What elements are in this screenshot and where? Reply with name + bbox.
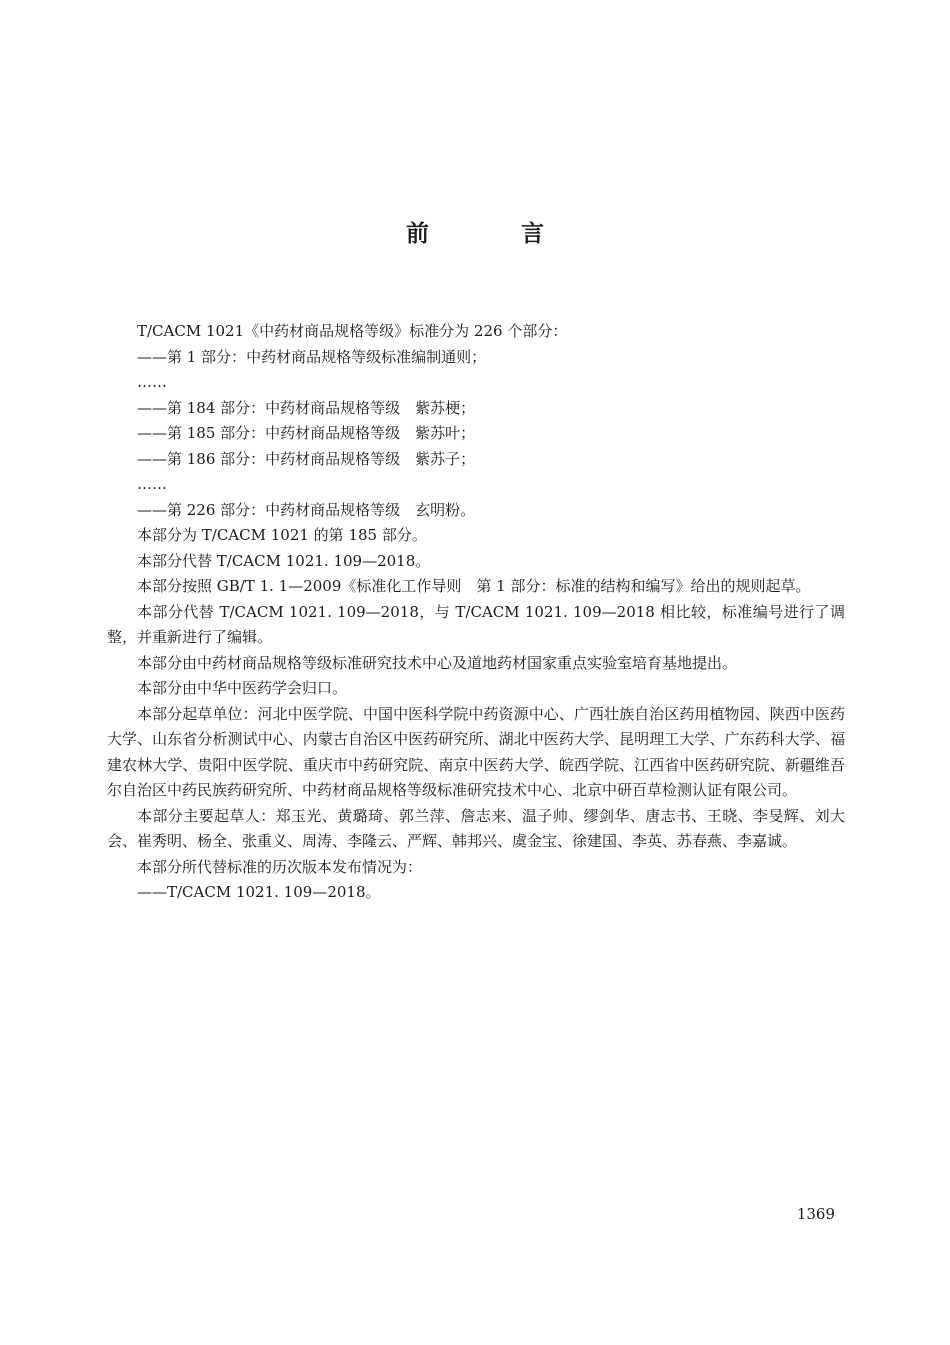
paragraph-replaces: 本部分代替 T/CACM 1021. 109—2018。 [137, 551, 431, 570]
paragraph-changes: 本部分代替 T/CACM 1021. 109—2018，与 T/CACM 1021. 109—2018 相比较，标准编号进行了调整，并重新进行了编辑。 [107, 602, 845, 646]
list-item-part-185: ——第 185 部分：中药材商品规格等级 紫苏叶； [137, 424, 476, 442]
list-item-part-186: ——第 186 部分：中药材商品规格等级 紫苏子； [137, 449, 476, 468]
list-item-part-184: ——第 184 部分：中药材商品规格等级 紫苏梗； [137, 398, 476, 417]
page-title: 前 言 [405, 221, 586, 247]
paragraph-drafting-rules: 本部分按照 GB/T 1. 1—2009《标准化工作导则 第 1 部分：标准的结构和编写》给出的规则起草。 [137, 577, 811, 595]
list-item-previous-version: ——T/CACM 1021. 109—2018。 [137, 883, 381, 901]
paragraph-part-number: 本部分为 T/CACM 1021 的第 185 部分。 [137, 526, 427, 544]
page-number: 1369 [796, 1205, 835, 1223]
paragraph-under-jurisdiction: 本部分由中华中医药学会归口。 [137, 679, 348, 697]
paragraph-parts-intro: T/CACM 1021《中药材商品规格等级》标准分为 226 个部分： [137, 322, 568, 340]
paragraph-proposed-by: 本部分由中药材商品规格等级标准研究技术中心及道地药材国家重点实验室培育基地提出。 [137, 653, 738, 672]
list-item-part-1: ——第 1 部分：中药材商品规格等级标准编制通则； [137, 347, 487, 366]
list-ellipsis: …… [137, 373, 167, 391]
list-ellipsis: …… [137, 475, 167, 493]
paragraph-drafting-units: 本部分起草单位：河北中医学院、中国中医科学院中药资源中心、广西壮族自治区药用植物园、陕西中医药大学、山东省分析测试中心、内蒙古自治区中医药研究所、湖北中医药大学、昆明理工大学、广东药科大学、福建农林大学、贵阳中医学院、重庆市中药研究院、南京中医药大学、皖西学院、江西省中医药研究院、新疆维吾尔自治区中药民族药研究所、中药材商品规格等级标准研究技术中心、北京中研百草检测认证有限公司。 [107, 704, 845, 799]
list-item-part-226: ——第 226 部分：中药材商品规格等级 玄明粉。 [137, 500, 476, 519]
paragraph-version-history: 本部分所代替标准的历次版本发布情况为： [137, 857, 423, 876]
foreword-body [107, 319, 845, 906]
paragraph-drafters: 本部分主要起草人：郑玉光、黄璐琦、郭兰萍、詹志来、温子帅、缪剑华、唐志书、王晓、李旻辉、刘大会、崔秀明、杨全、张重义、周涛、李隆云、严辉、韩邦兴、虞金宝、徐建国、李英、苏春燕、李嘉诚。 [107, 806, 845, 850]
